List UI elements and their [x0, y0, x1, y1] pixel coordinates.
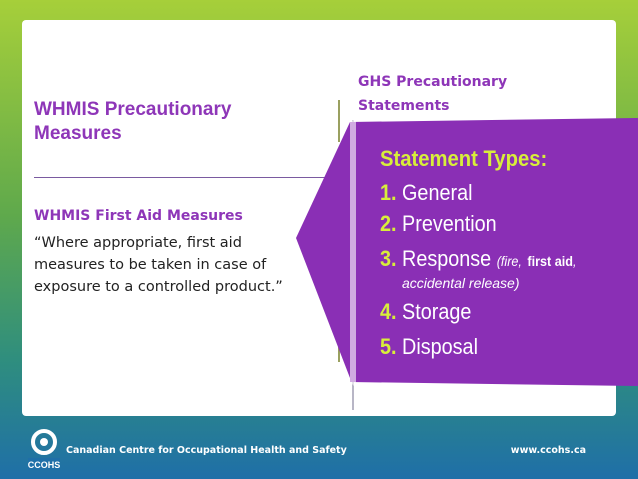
left-heading: WHMIS Precautionary Measures — [34, 99, 232, 144]
footer-website-link[interactable]: www.ccohs.ca — [510, 445, 586, 456]
right-heading: GHS Precautionary Statements — [358, 74, 508, 114]
left-divider — [34, 177, 326, 178]
ccohs-logo-icon — [26, 428, 62, 472]
first-aid-heading: WHMIS First Aid Measures — [34, 208, 243, 224]
response-note-line2: accidental release) — [402, 275, 520, 291]
statement-type-response: 3. Response (fire, first aid, — [380, 246, 577, 271]
statement-type-disposal: 5. Disposal — [380, 334, 478, 359]
statement-type-storage: 4. Storage — [380, 299, 472, 324]
first-aid-quote: “Where appropriate, first aid measures to be taken in case of exposure to a controlled product.” — [34, 235, 283, 295]
statement-types-title: Statement Types: — [380, 146, 548, 171]
statement-type-prevention: 2. Prevention — [380, 211, 497, 236]
footer-organization: Canadian Centre for Occupational Health and Safety — [66, 445, 347, 456]
svg-text:CCOHS: CCOHS — [27, 460, 61, 470]
statement-type-general: 1. General — [380, 180, 473, 205]
